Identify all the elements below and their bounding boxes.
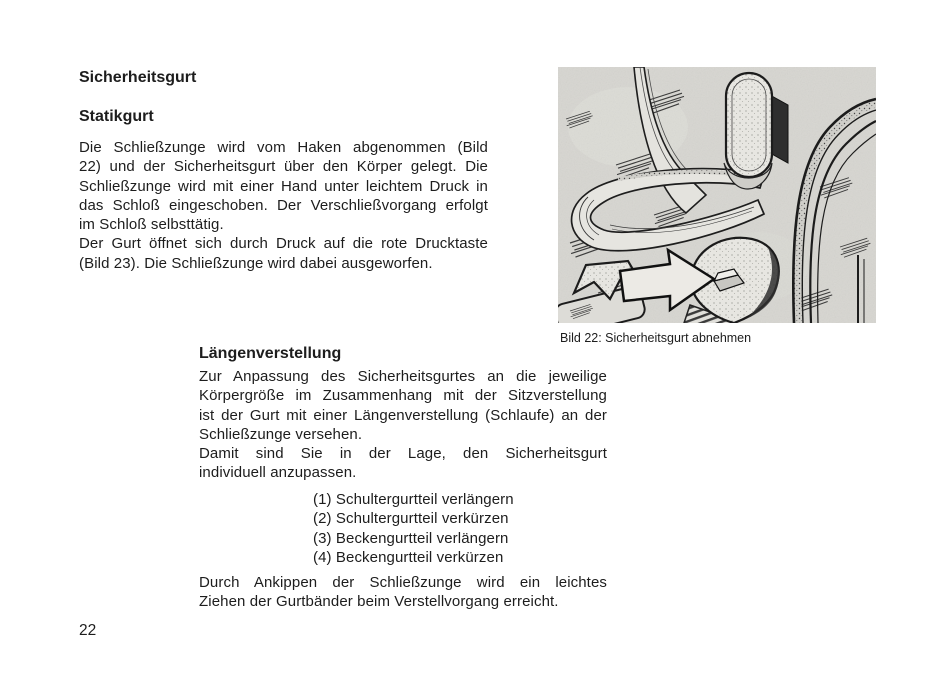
paragraph-laengenverstellung-2 [199,573,607,612]
section-heading-statikgurt: Statikgurt [79,108,154,125]
text-line: Körpergröße im Zusammenhang mit der Sitzverstellung [199,387,607,405]
seatbelt-illustration [558,67,876,323]
section-heading-laengenverstellung: Längenverstellung [199,345,342,362]
figure-caption: Bild 22: Sicherheitsgurt abnehmen [560,331,752,345]
list-item: (2) Schultergurtteil verkürzen [313,510,509,528]
list-item: (1) Schultergurtteil verlängern [313,491,514,508]
page-number: 22 [79,622,97,639]
text-line: Die Schließzunge wird vom Haken abgenommen (Bild [79,139,488,156]
list-item: (4) Beckengurtteil verkürzen [313,548,504,566]
adjustment-list [313,490,514,567]
figure-bild-22 [558,67,876,323]
paragraph-statikgurt [79,138,488,273]
text-line: 22) und der Sicherheitsgurt über den Körper gelegt. Die [79,158,488,176]
text-line: Ziehen der Gurtbänder beim Verstellvorgang erreicht. [199,593,559,611]
text-line: Durch Ankippen der Schließzunge wird ein leichtes [199,574,607,591]
text-line: das Schloß eingeschoben. Der Verschließvorgang erfolgt [79,196,488,214]
list-item: (3) Beckengurtteil verlängern [313,529,509,547]
paragraph-laengenverstellung-1 [199,367,607,483]
page-title: Sicherheitsgurt [79,69,197,86]
text-line: Schließzunge versehen. [199,425,363,443]
text-line: ist der Gurt mit einer Längenverstellung (Schlaufe) an der [199,406,607,424]
text-line: im Schloß selbsttätig. [79,216,224,234]
text-line: individuell anzupassen. [199,464,357,482]
text-line: Zur Anpassung des Sicherheitsgurtes an die jeweilige [199,368,607,385]
text-line: Der Gurt öffnet sich durch Druck auf die rote Drucktaste [79,235,488,253]
text-line: (Bild 23). Die Schließzunge wird dabei ausgeworfen. [79,254,433,272]
text-line: Schließzunge wird mit einer Hand unter leichtem Druck in [79,177,488,195]
text-line: Damit sind Sie in der Lage, den Sicherheitsgurt [199,445,607,463]
